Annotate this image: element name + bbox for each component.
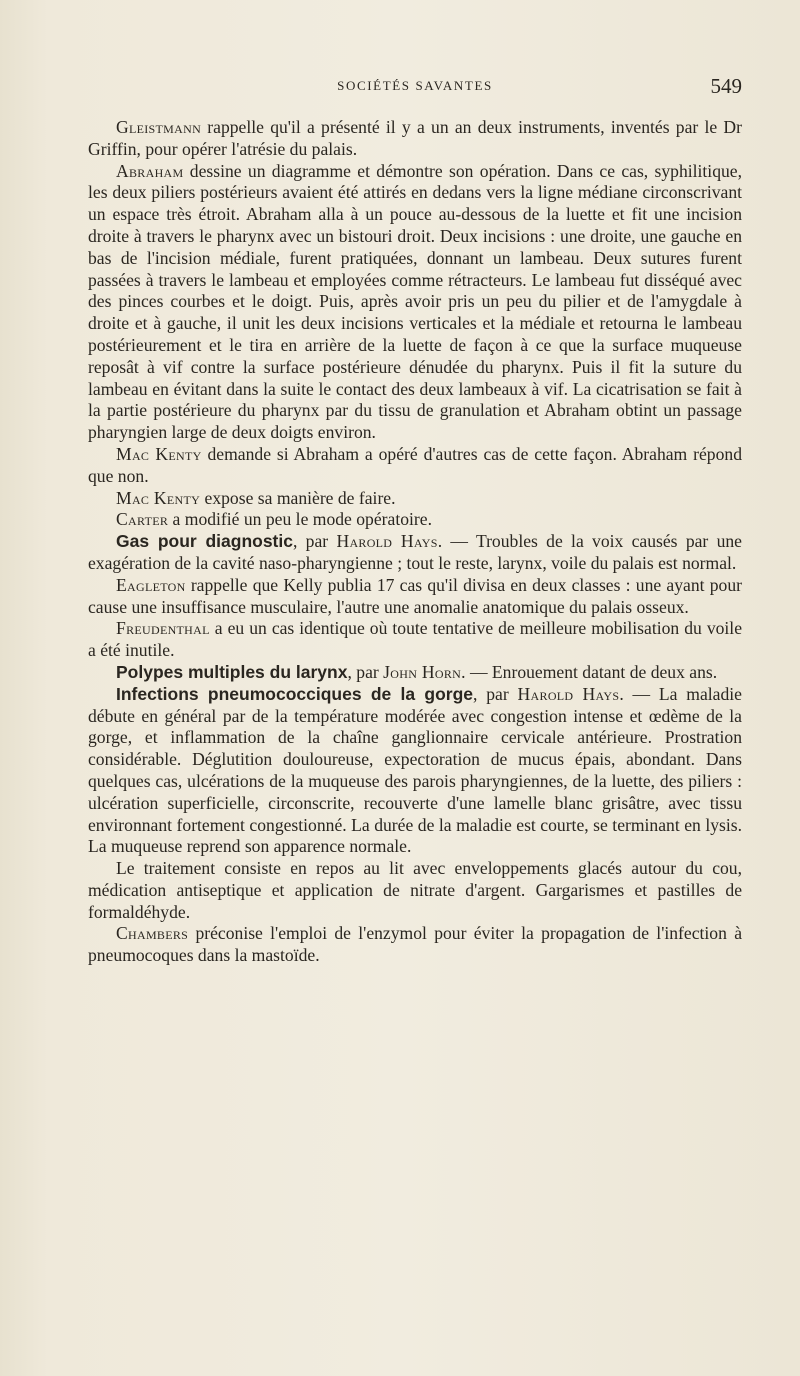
paragraph-traitement <box>88 858 742 923</box>
speaker-name: Chambers <box>116 923 189 944</box>
speaker-name: Mac Kenty <box>116 487 201 508</box>
running-head: SOCIÉTÉS SAVANTES <box>337 78 493 93</box>
paragraph-abraham <box>88 161 742 444</box>
paragraph-text: a modifié un peu le mode opératoire. <box>168 509 432 530</box>
paragraph-infections <box>88 684 742 858</box>
paragraph-gas-diagnostic <box>88 531 742 575</box>
paragraph-polypes <box>88 662 742 684</box>
paragraph-chambers <box>88 923 742 967</box>
paragraph-text: Le traitement consiste en repos au lit avec enveloppements glacés autour du cou, médication antiseptique et application de nitrate d'argent. Gargarismes et pastilles de formaldéhyde. <box>88 858 742 922</box>
paragraph-freudenthal <box>88 618 742 662</box>
speaker-name: Carter <box>116 509 169 530</box>
paragraph-eagleton <box>88 575 742 619</box>
paragraph-gleistmann <box>88 117 742 161</box>
page-header <box>88 74 742 100</box>
speaker-name: Freudenthal <box>116 618 210 639</box>
heading-connector: , par <box>347 661 384 682</box>
page-number: 549 <box>710 74 742 98</box>
heading-connector: , par <box>473 683 518 704</box>
paragraph-text: demande si Abraham a opéré d'autres cas de cette façon. Abraham répond que non. <box>88 443 742 486</box>
paragraph-text: a eu un cas identique où toute tentative de meilleure mobilisation du voile a été inutile. <box>88 618 742 661</box>
speaker-name: Abraham <box>116 160 184 181</box>
speaker-name: Gleistmann <box>116 117 202 137</box>
paragraph-mac-kenty-question <box>88 444 742 488</box>
author-name: Harold Hays <box>517 683 620 704</box>
heading-connector: , par <box>292 531 337 552</box>
paragraph-text: . — La maladie débute en général par de la température modérée avec congestion intense et œdème de la gorge, et inflammation de la chaîne ganglionnaire cervicale antérieure. Prostration considérable. Déglutition douloureuse, expectoration de mucus épais, abondant. Dans quelques cas, ulcérations de la muqueuse des parois pharyngiennes, de la luette, des piliers : ulcération superficielle, circonscrite, recouverte d'une lamelle blanc grisâtre, avec tissu environnant fortement congestionné. La durée de la maladie est courte, se terminant en lysis. La muqueuse reprend son apparence normale. <box>88 683 742 857</box>
paragraph-carter <box>88 509 742 531</box>
paragraph-text: . — Enrouement datant de deux ans. <box>461 661 718 682</box>
paragraph-text: rappelle que Kelly publia 17 cas qu'il divisa en deux classes : une ayant pour cause une insuffisance musculaire, l'autre une anomalie anatomique du palais osseux. <box>88 574 742 617</box>
paragraph-text: dessine un diagramme et démontre son opération. Dans ce cas, syphilitique, les deux piliers postérieurs avaient été attirés en dedans vers la ligne médiane circonscrivant un espace très étroit. Abraham alla à un pouce au-dessous de la luette et fit une incision droite à travers le pharynx avec un bistouri droit. Deux incisions : une droite, une gauche en bas de l'incision médiale, furent pratiquées, donnant un lambeau. Deux sutures furent passées à travers le lambeau et employées comme rétracteurs. Le lambeau fut disséqué avec des pinces courbes et le doigt. Puis, après avoir pris un peu du pilier et de l'amygdale à droite et à gauche, il unit les deux incisions verticales et la médiale et retourna le lambeau postérieurement et le tira en arrière de la luette de façon à ce que la surface muqueuse reposât à vif contre la surface postérieure dénudée du pharynx. Puis il fit la suture du lambeau en évitant dans la suite le contact des deux lambeaux à vif. La cicatrisation se fait à la partie postérieure du pharynx par du tissu de granulation et Abraham obtint un passage pharyngien large de deux doigts environ. <box>88 160 742 443</box>
author-name: John Horn <box>383 661 462 682</box>
paragraph-mac-kenty-method <box>88 488 742 510</box>
section-heading: Infections pneumococciques de la gorge <box>116 683 474 704</box>
body-text <box>88 117 742 967</box>
section-heading: Gas pour diagnostic <box>116 531 293 552</box>
speaker-name: Eagleton <box>116 574 186 595</box>
author-name: Harold Hays <box>336 531 438 552</box>
section-heading: Polypes multiples du larynx <box>116 661 348 682</box>
paragraph-text: préconise l'emploi de l'enzymol pour éviter la propagation de l'infection à pneumocoques dans la mastoïde. <box>88 923 742 966</box>
paragraph-text: rappelle qu'il a présenté il y a un an deux instruments, inventés par le Dr Griffin, pour opérer l'atrésie du palais. <box>88 117 742 159</box>
paragraph-text: expose sa manière de faire. <box>200 487 396 508</box>
speaker-name: Mac Kenty <box>116 443 202 464</box>
paragraph-text: . — Troubles de la voix causés par une exagération de la cavité naso-pharyngienne ; tout le reste, larynx, voile du palais est normal. <box>88 531 742 573</box>
